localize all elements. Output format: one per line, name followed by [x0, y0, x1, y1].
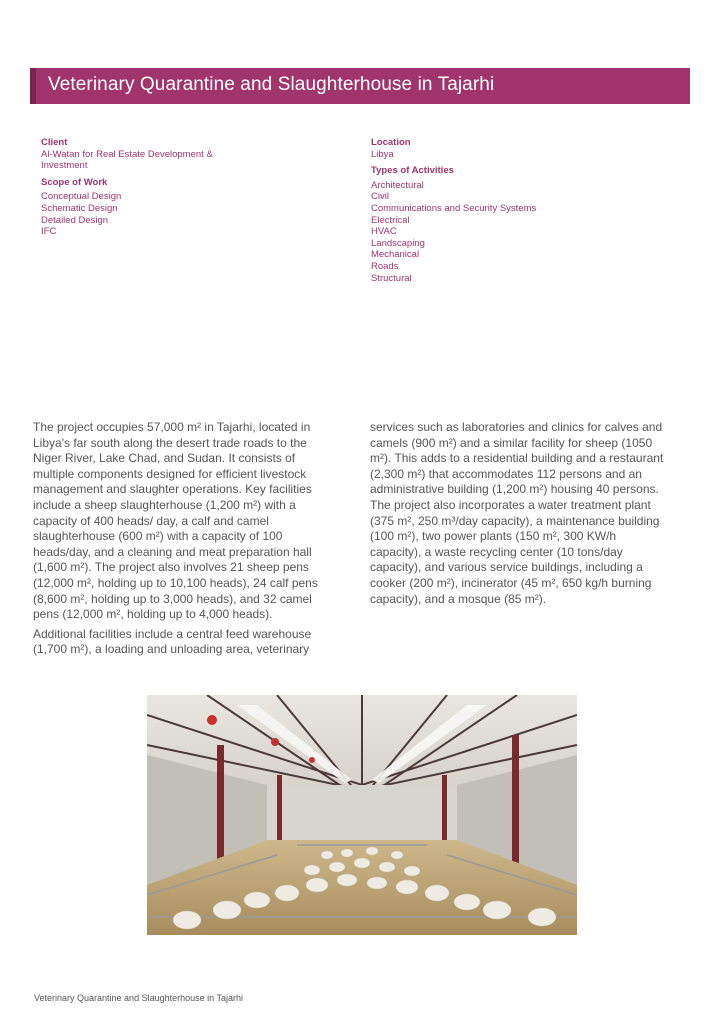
body-paragraph: Additional facilities include a central feed warehouse (1,700 m²), a loading and unloading area, veterinary — [33, 626, 312, 657]
scope-label: Scope of Work — [41, 176, 108, 188]
activities-label: Types of Activities — [371, 165, 454, 177]
scope-item: Conceptual Design — [41, 191, 122, 203]
scope-item: Detailed Design — [41, 214, 109, 226]
page-title: Veterinary Quarantine and Slaughterhouse in Tajarhi — [48, 74, 495, 95]
activity-item: Mechanical — [371, 249, 420, 261]
scope-item: IFC — [41, 226, 57, 238]
activity-item: Landscaping — [371, 237, 425, 249]
client-line: Al-Watan for Real Estate Development & — [41, 148, 213, 160]
activity-item: Roads — [371, 260, 399, 272]
client-line: Investment — [41, 160, 88, 172]
activity-item: Communications and Security Systems — [371, 202, 537, 214]
location-value: Libya — [371, 148, 394, 160]
page-footer: Veterinary Quarantine and Slaughterhouse in Tajarhi — [34, 993, 243, 1003]
activity-item: HVAC — [371, 226, 397, 238]
project-info-right — [371, 137, 621, 284]
body-paragraph: services such as laboratories and clinics for calves and camels (900 m²) and a similar facility for sheep (1050 m²). This adds to a residential building and a restaurant (2,300 m²) that accommodates 112 persons and an administrative building (1,200 m²) housing 40 persons. The project also incorporates a water treatment plant (375 m², 250 m³/day capacity), a maintenance building (100 m²), two power plants (150 m², 300 KW/h capacity), a waste recycling center (10 tons/day capacity), and various service buildings, including a cooker (200 m²), incinerator (45 m², 650 kg/h burning capacity), and a mosque (85 m²). — [370, 420, 664, 606]
body-paragraph: The project occupies 57,000 m² in Tajarhi, located in Libya's far south along the desert trade roads to the Niger River, Lake Chad, and Sudan. It consists of multiple components designed for efficient livestock management and slaughter operations. Key facilities include a sheep slaughterhouse (1,200 m²) with a capacity of 400 heads/ day, a calf and camel slaughterhouse (600 m²) with a capacity of 100 heads/day, and a cleaning and meat preparation hall (1,600 m²). The project also involves 21 sheep pens (12,000 m², holding up to 10,100 heads), 24 calf pens (8,600 m², holding up to 3,000 heads), and 32 camel pens (12,000 m², holding up to 4,000 heads). — [33, 420, 318, 622]
activity-item: Electrical — [371, 214, 410, 226]
barn-photo — [147, 695, 577, 935]
body-column-left — [33, 420, 333, 662]
title-accent — [30, 68, 36, 104]
activity-item: Structural — [371, 272, 412, 284]
location-label: Location — [371, 137, 411, 148]
scope-item: Schematic Design — [41, 202, 118, 214]
client-label: Client — [41, 137, 68, 148]
title-bar — [30, 68, 690, 104]
project-info-left — [41, 137, 271, 238]
activity-item: Civil — [371, 191, 389, 203]
activity-item: Architectural — [371, 179, 424, 191]
body-column-right — [370, 420, 670, 611]
sheep-barn-illustration — [147, 695, 577, 935]
